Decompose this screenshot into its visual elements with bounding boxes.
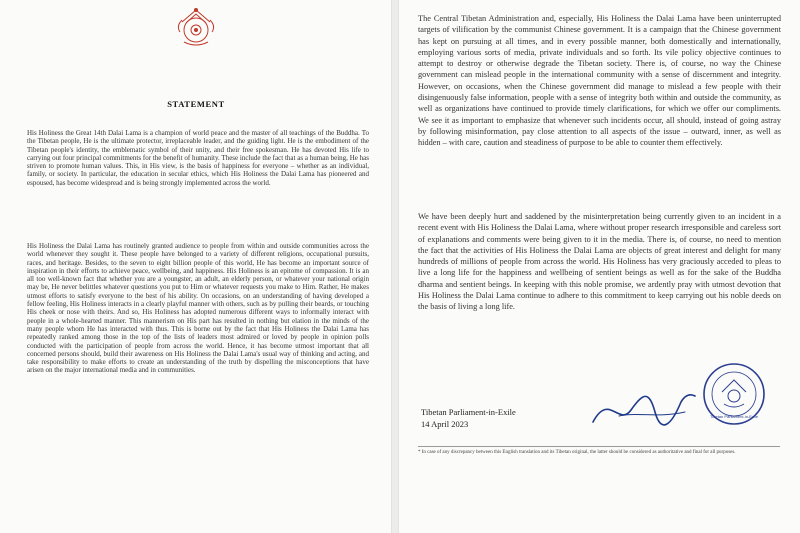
official-seal-icon xyxy=(702,362,766,426)
statement-title: STATEMENT xyxy=(167,99,225,109)
paragraph: The Central Tibetan Administration and, especially, His Holiness the Dalai Lama have been uninterrupted targets of vilification by the communist Chinese government. It is a campaign that the Chinese government has kept on pursuing at all times, and in every possible manner, both domestically and internationally, employing various sorts of media, private individuals and so forth. Its vile policy objective continues to attempt to destroy or otherwise degrade the Tibetan society. There is, of course, no way the Chinese government can mislead people in the international community with a sense of discernment and integrity. However, on occasions, when the Chinese government did manage to mislead a few people with their disingenuously false information, people with a sense of integrity both within and outside the community, as well as organizations have continued to provide timely clarifications, for which we offer our compliments. We see it as important to emphasize that whenever such incidents occur, all should, instead of going astray by following misinformation, pay close attention to all aspects of the issue – outward, inner, as well as hidden – with care, caution and steadiness of purpose to be able to counter them effectively. xyxy=(418,14,781,148)
paragraph: His Holiness the Dalai Lama has routinely granted audience to people from within and outside communities across the world whenever they sought it. These people have belonged to a variety of different religions, occupational pursuits, races, and heritage. Besides, to the seven to eight billion people of this world, He has become an important source of inspiration in their efforts to achieve peace, wellbeing, and happiness. His Holiness is an epitome of compassion. It is an all too well-known fact that whether you are a youngster, an adult, an elderly person, or whatever your national origin may be, He never belittles whatever questions you put to Him or whatever requests you make to Him. Rather, He makes utmost efforts to satisfy everyone to the best of his ability. On occasions, on an understanding of having developed a fellow feeling, His Holiness interacts in a clearly playful manner with others, such as by pulling their beards, or touching His cheek or nose with theirs. And so, His Holiness has adopted numerous different ways to informally interact with people in a whole-hearted manner. This mannerism on His part has resulted in nothing but elation in the minds of the many people whom He has interacted with thus. This is borne out by the fact that His Holiness the Dalai Lama has repeatedly ranked among those in the top of the lists of leaders most admired or loved by people in opinion polls conducted with the participation of people from across the world. Hence, it has become utmost important that all concerned persons should, build their awareness on His Holiness the Dalai Lama's usual way of thinking and acting, and take responsibility to make efforts to create an understanding of the truth by dispelling the misconceptions that have arisen on the major international media and in communities. xyxy=(27,242,369,375)
paragraph: His Holiness the Great 14th Dalai Lama is a champion of world peace and the master of all teachings of the Buddha. To the Tibetan people, He is the ultimate protector, irreplaceable leader, and the guiding light. He is the embodiment of the Tibetan people's identity, the emblematic symbol of their unity, and their free spokesman. He has devoted His life to carrying out four principal commitments for the benefit of humanity. These include the fact that as a human being, He has striven to promote human values. This, in His view, is the basis of happiness for everyone – whether as an individual, family, or society. In particular, the education in secular ethics, which His Holiness the Dalai Lama has pioneered and espoused, has become widespread and is being strongly implemented across the world. xyxy=(27,129,369,187)
seal-text: Tibetan Parliament-in-Exile xyxy=(710,414,758,419)
paragraph: We have been deeply hurt and saddened by the misinterpretation being currently given to an incident in a recent event with His Holiness the Dalai Lama, where without proper research irresponsible and careless sort of explanations and comments were being given to it in the media. There is, of course, no need to mention the fact that the activities of His Holiness the Dalai Lama are objects of great interest and delight for many hundreds of millions of people from across the world. His Holiness has very graciously acceded to pleas to live a long life for the happiness and wellbeing of sentient beings as well as for the sake of the Buddha dharma and sentient beings. In keeping with this noble promise, we ardently pray with utmost devotion that His Holiness the Dalai Lama continue to adhere to this commitment to keep carrying out his noble deeds on the basis of living a long life. xyxy=(418,212,781,312)
signatory-name: Tibetan Parliament-in-Exile xyxy=(421,407,516,417)
statement-date: 14 April 2023 xyxy=(421,419,469,429)
footnote-divider xyxy=(418,446,780,447)
statement-page-left xyxy=(0,0,392,533)
footnote: * In case of any discrepancy between this English translation and its Tibetan original, the latter should be considered as authoritative and final for all purposes. xyxy=(418,450,736,455)
tibetan-emblem-icon xyxy=(172,4,220,52)
statement-page-right xyxy=(398,0,800,533)
signature-icon xyxy=(589,382,699,432)
